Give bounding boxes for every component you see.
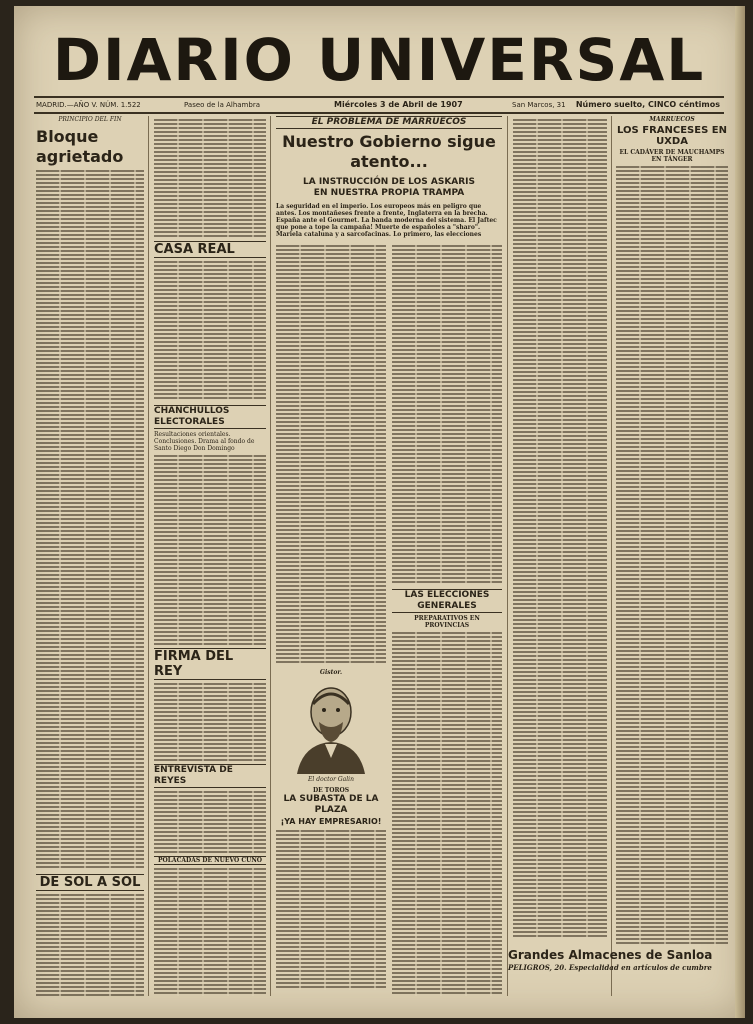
toros-subtitle: ¡YA HAY EMPRESARIO! (280, 817, 382, 826)
dateline-issue: MADRID.—AÑO V. NÚM. 1.522 (36, 101, 141, 109)
col1-kicker: PRINCIPIO DEL FIN (58, 116, 122, 123)
dateline-date: Miércoles 3 de Abril de 1907 (334, 100, 463, 109)
column-rule (270, 116, 271, 996)
center-subhead-1: LA INSTRUCCIÓN DE LOS ASKARIS (302, 177, 476, 187)
firma-heading: FIRMA DEL REY (154, 648, 266, 680)
right-kicker: MARRUECOS (649, 116, 695, 123)
article-text-block (392, 245, 502, 585)
ad-name: Grandes Almacenes de Sanloa (508, 948, 713, 962)
toros-kicker: DE TOROS (312, 787, 350, 794)
elecciones-heading: LAS ELECCIONES GENERALES (392, 589, 502, 613)
article-text-block (154, 683, 266, 761)
article-text-block (276, 245, 386, 665)
chanchullos-heading: CHANCHULLOS ELECTORALES (154, 405, 266, 429)
article-text-block (513, 119, 607, 939)
right-subhead: EL CADÁVER DE MAUCHAMPS EN TÁNGER (619, 149, 725, 163)
newspaper-page (14, 6, 745, 1018)
dateline-address: Paseo de la Alhambra (184, 101, 260, 109)
advertisement (508, 948, 728, 992)
center-kicker: EL PROBLEMA DE MARRUECOS (276, 116, 502, 129)
chanchullos-subhead: Resultaciones orientales. Conclusiones. Drama al fondo de Santo Diego Don Domingo (154, 431, 255, 452)
signature: Gistor. (319, 669, 343, 676)
col1-section-title: DE SOL A SOL (36, 874, 144, 891)
article-text-block (36, 894, 144, 996)
entrevista-heading: ENTREVISTA DE REYES (154, 764, 266, 788)
center-lede: La seguridad en el imperio. Los europeos más en peligro que antes. Los montañeses frente a frente, Inglaterra en la brecha. España ante el Gourmet. La banda moderna del sistema. El Jaftec que pone a tope la campaña! Muerte de españoles a "sharo". Mariela cataluna y a sarcofacinas. Lo primero, las elecciones (276, 203, 497, 238)
col1-headline: Bloque agrietado (36, 127, 124, 166)
column-4 (513, 116, 607, 996)
polacadas-heading: POLACADAS DE NUEVO CUÑO (154, 856, 266, 865)
dateline-price: Número suelto, CINCO céntimos (575, 100, 720, 109)
article-text-block (154, 119, 266, 237)
right-headline: LOS FRANCESES EN UXDA (617, 125, 727, 147)
page-fold-shadow (735, 6, 745, 1018)
article-text-block (616, 166, 728, 946)
preparativos-subhead: PREPARATIVOS EN PROVINCIAS (414, 615, 480, 629)
center-subcolumn-right (392, 242, 502, 996)
portrait-engraving (283, 678, 379, 774)
article-text-block (154, 791, 266, 853)
center-subcolumn-left (276, 242, 386, 996)
article-text-block (392, 632, 502, 996)
article-text-block (154, 868, 266, 996)
toros-title: LA SUBASTA DE LA PLAZA (283, 794, 379, 815)
center-subcolumns (276, 242, 502, 996)
column-1 (36, 116, 144, 996)
column-right (616, 116, 728, 996)
column-rule (507, 116, 508, 996)
article-text-block (154, 455, 266, 645)
column-rule (148, 116, 149, 996)
center-subhead-2: EN NUESTRA PROPIA TRAMPA (313, 188, 465, 198)
column-2 (154, 116, 266, 996)
article-text-block (36, 170, 144, 870)
ad-line: PELIGROS, 20. Especialidad en artículos de cumbre (508, 963, 712, 972)
dateline-street: San Marcos, 31 (512, 101, 566, 109)
portrait-caption: El doctor Galin (308, 776, 354, 783)
portrait-image (283, 678, 379, 774)
center-headline: Nuestro Gobierno sigue atento... (282, 132, 496, 171)
article-text-block (154, 261, 266, 401)
dateline (34, 96, 724, 114)
article-text-block (276, 830, 386, 990)
center-columns (276, 116, 502, 996)
masthead-title: DIARIO UNIVERSAL (52, 26, 706, 94)
column-rule (611, 116, 612, 996)
casa-real-heading: CASA REAL (154, 241, 266, 258)
